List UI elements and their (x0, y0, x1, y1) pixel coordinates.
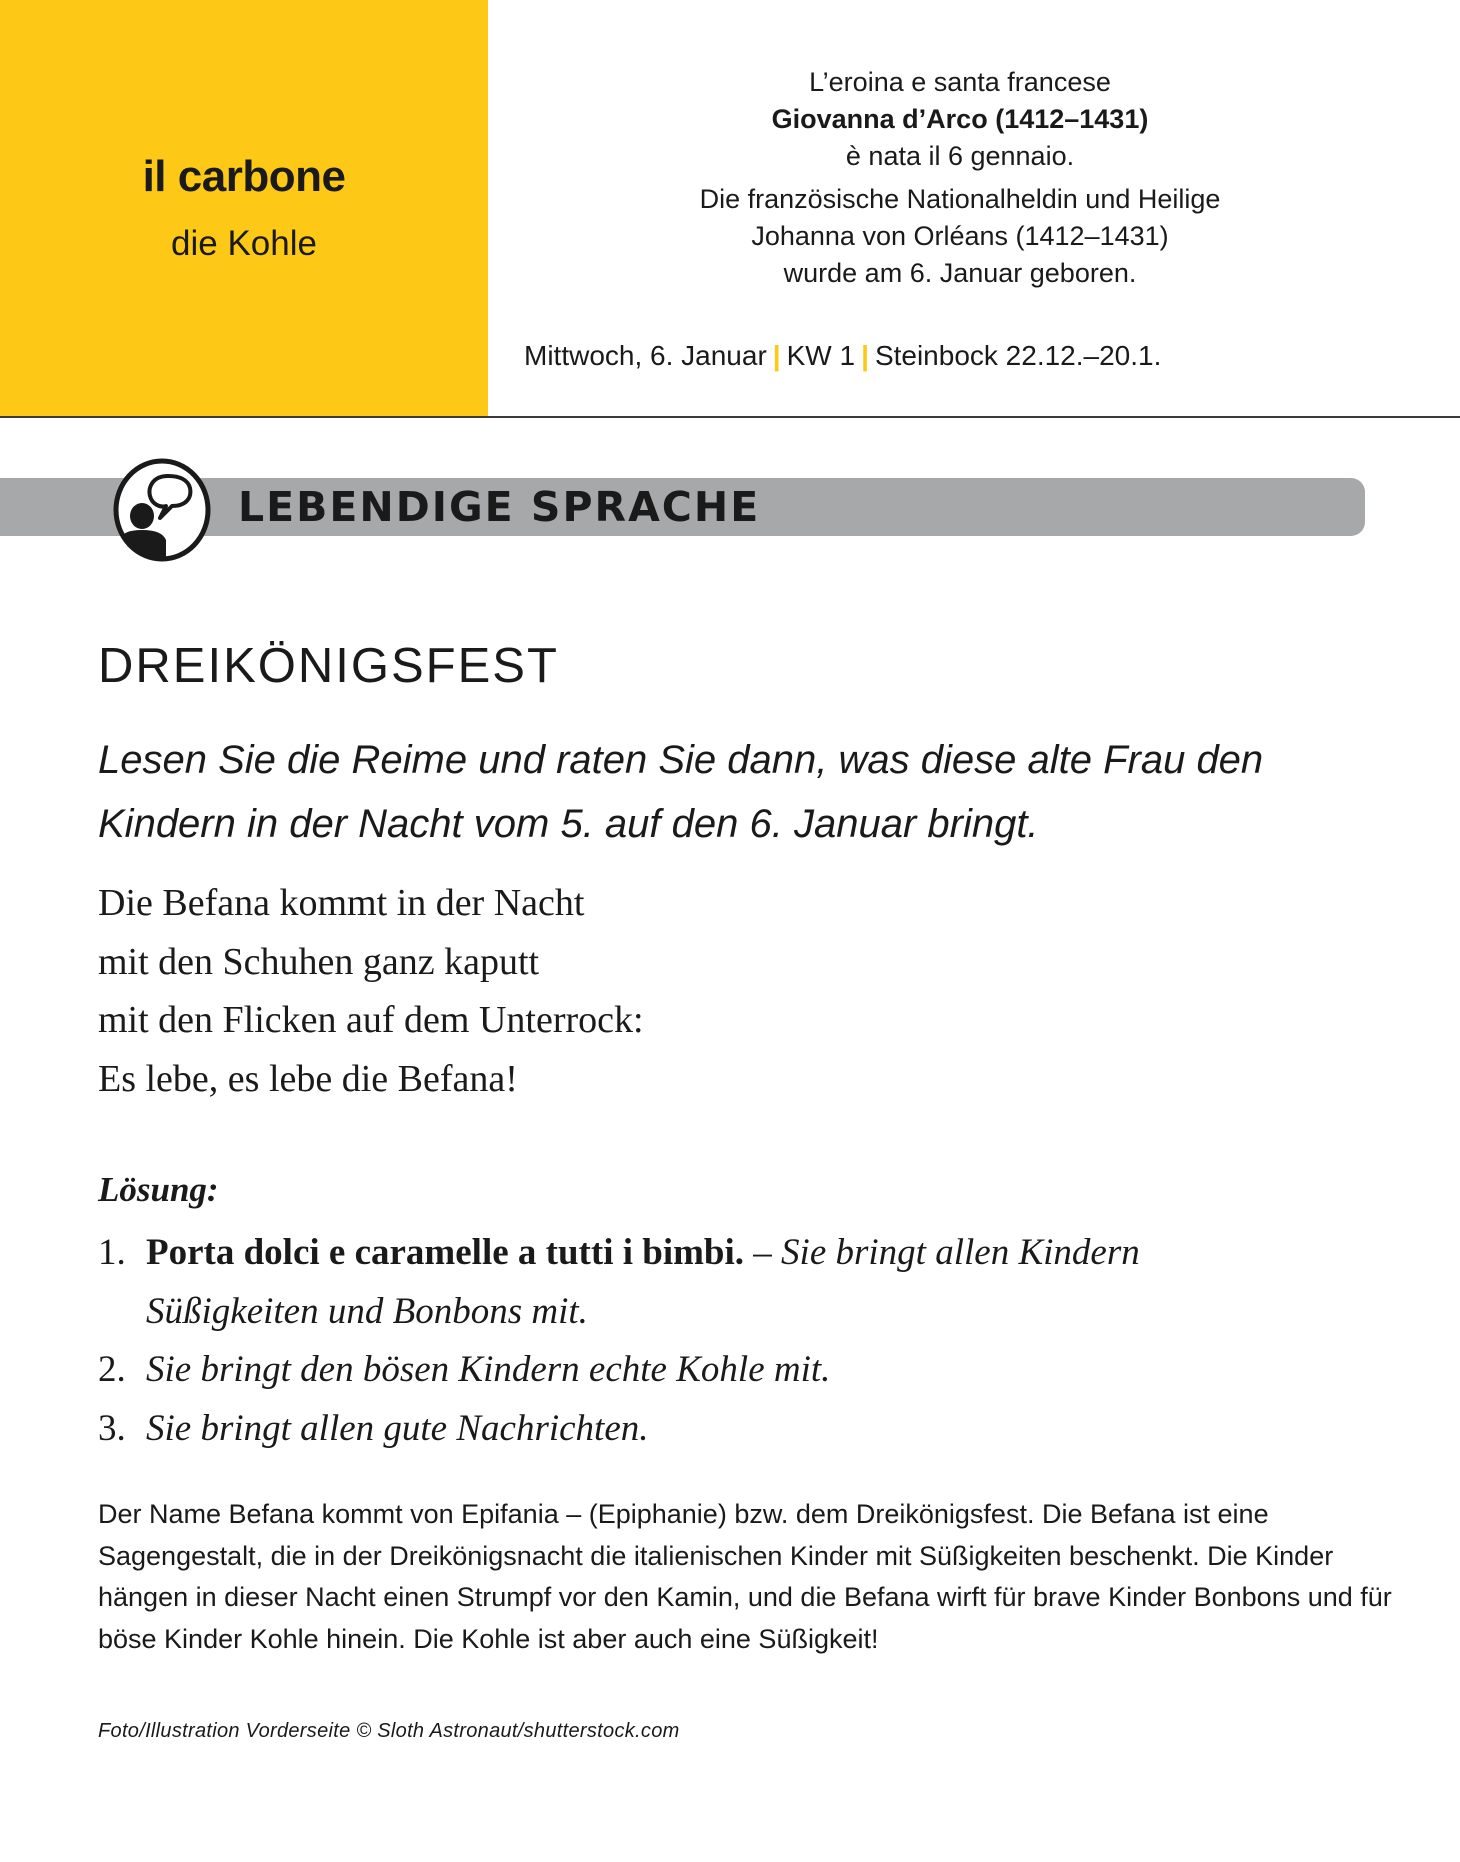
fact-it-name (620, 101, 1300, 138)
solution-item (98, 1341, 1298, 1400)
section-title: LEBENDIGE SPRACHE (238, 483, 761, 531)
daily-fact (620, 64, 1300, 292)
solution-dash: – (744, 1232, 782, 1273)
solution-italian: Porta dolci e caramelle a tutti i bimbi. (146, 1232, 745, 1273)
fact-it-line-3: è nata il 6 gennaio. (845, 141, 1075, 171)
article-intro: Lesen Sie die Reime und raten Sie dann, was diese alte Frau den Kindern in der Nacht vom 5. auf den 6. Januar bringt. (98, 738, 1264, 846)
fact-de-line-2: Johanna von Orléans (1412–1431) (751, 221, 1169, 251)
solution-german: Sie bringt allen gute Nachrichten. (146, 1407, 649, 1449)
vocab-italian: il carbone (142, 152, 346, 201)
solution-text (146, 1400, 1298, 1459)
fact-it-line-1: L’eroina e santa francese (809, 67, 1111, 97)
date-line (524, 340, 1161, 372)
solution-german: Sie bringt allen Kindern Süßigkeiten und Bonbons mit. (146, 1232, 1140, 1332)
solution-number: 2. (98, 1349, 126, 1390)
fact-de-line-1: Die französische Nationalheldin und Heilige (699, 184, 1221, 214)
poem-line: mit den Schuhen ganz kaputt (98, 940, 540, 983)
solution-list (98, 1224, 1298, 1458)
solution-number: 1. (98, 1232, 126, 1273)
solution-text (146, 1224, 1298, 1341)
poem-line: Es lebe, es lebe die Befana! (98, 1057, 518, 1100)
header-divider (0, 416, 1460, 418)
poem (98, 874, 644, 1108)
calendar-week: KW 1 (786, 340, 856, 371)
photo-credit: Foto/Illustration Vorderseite © Sloth Astronaut/shutterstock.com (98, 1720, 680, 1742)
solution-number: 3. (98, 1407, 126, 1449)
solution-text (146, 1341, 1298, 1400)
solution-item (98, 1224, 1298, 1341)
poem-line: Die Befana kommt in der Nacht (98, 882, 585, 924)
zodiac-sign: Steinbock 22.12.–20.1. (874, 340, 1162, 371)
vocab-german: die Kohle (171, 224, 317, 263)
explanation-paragraph: Der Name Befana kommt von Epifania – (Epiphanie) bzw. dem Dreikönigsfest. Die Befana ist eine Sagengestalt, die in der Dreikönigsnacht die italienischen Kinder mit Süßigkeiten beschenkt. Die Kinder hängen in dieser Nacht einen Strumpf vor den Kamin, und die Befana wirft für brave Kinder Bonbons und für böse Kinder Kohle hinein. Die Kohle ist aber auch eine Süßigkeit! (98, 1499, 1392, 1654)
poem-line: mit den Flicken auf dem Unterrock: (98, 999, 644, 1041)
date-separator: | (861, 340, 869, 371)
solution-label: Lösung: (98, 1170, 219, 1209)
date-separator: | (772, 340, 781, 371)
solution-german: Sie bringt den bösen Kindern echte Kohle mit. (146, 1349, 831, 1390)
fact-it-name-text: Giovanna d’Arco (1412–1431) (771, 104, 1149, 134)
article-headline: DREIKÖNIGSFEST (98, 639, 559, 693)
date-day: Mittwoch, 6. Januar (524, 340, 767, 371)
fact-de-line-3: wurde am 6. Januar geboren. (783, 258, 1137, 288)
vocab-panel (0, 0, 488, 417)
speech-bubble-person-icon (110, 458, 214, 562)
solution-item (98, 1400, 1298, 1459)
